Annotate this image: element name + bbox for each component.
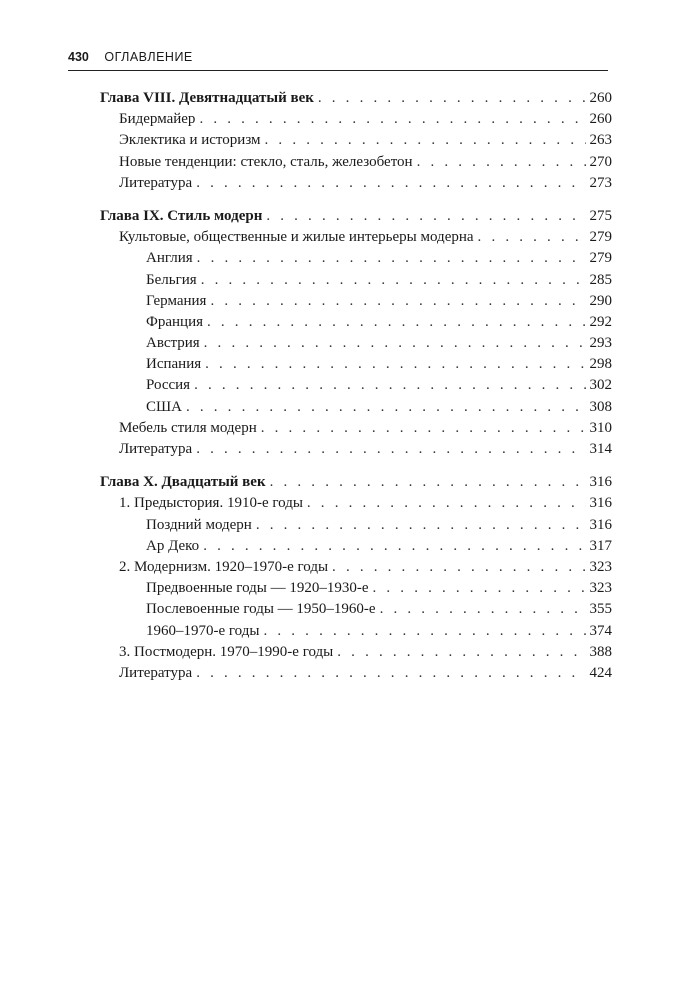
- toc-entry-title: Эклектика и историзм: [119, 132, 261, 149]
- toc-entry: [100, 173, 612, 194]
- toc-entry-page: 316: [589, 495, 612, 512]
- dot-leader: [196, 663, 585, 684]
- toc-entry-title: Глава X. Двадцатый век: [100, 474, 266, 491]
- toc-entry: [100, 109, 612, 130]
- dot-leader: [199, 109, 585, 130]
- toc-entry-title: Литература: [119, 441, 193, 457]
- dot-leader: [337, 642, 585, 663]
- toc-entry-page: 302: [589, 377, 612, 394]
- toc-entry-title: Литература: [119, 664, 193, 681]
- toc-entry-title: Россия: [146, 377, 191, 394]
- toc-entry-title: Глава VIII. Девятнадцатый век: [100, 90, 314, 106]
- toc-entry-page: 298: [589, 356, 612, 373]
- toc-entry-title: Мебель стиля модерн: [119, 419, 257, 436]
- toc-entry: [100, 333, 612, 354]
- dot-leader: [194, 375, 585, 396]
- dot-leader: [186, 397, 586, 418]
- dot-leader: [207, 312, 586, 333]
- toc-entry-title: Глава IX. Стиль модерн: [100, 207, 263, 224]
- dot-leader: [196, 173, 585, 194]
- dot-leader: [307, 493, 586, 514]
- toc-chapter: [100, 472, 612, 493]
- toc-entry-title: Культовые, общественные и жилые интерьеры модерна: [119, 229, 474, 246]
- toc-entry-title: Новые тенденции: стекло, сталь, железобетон: [119, 153, 413, 170]
- toc-entry: [100, 248, 612, 269]
- toc-entry-title: 1. Предыстория. 1910-е годы: [119, 495, 303, 512]
- toc-entry-page: 270: [589, 153, 612, 170]
- toc-entry-page: 317: [589, 537, 612, 554]
- dot-leader: [204, 333, 586, 354]
- toc-entry: [100, 663, 612, 684]
- dot-leader: [380, 599, 586, 620]
- dot-leader: [203, 536, 585, 557]
- toc-entry-title: 3. Постмодерн. 1970–1990-е годы: [119, 643, 334, 660]
- dot-leader: [417, 152, 586, 173]
- toc-entry: [100, 439, 612, 460]
- toc-entry-page: 260: [589, 111, 612, 128]
- toc-entry-title: Бельгия: [146, 271, 197, 288]
- dot-leader: [263, 621, 585, 642]
- toc-entry-title: Бидермайер: [119, 111, 196, 128]
- page-number: 430: [68, 50, 89, 64]
- toc-entry-page: 323: [589, 558, 612, 575]
- toc-entry: [100, 227, 612, 248]
- toc-entry-title: США: [146, 398, 182, 415]
- toc-entry-title: 2. Модернизм. 1920–1970-е годы: [119, 558, 329, 575]
- toc-entry-title: Ар Деко: [146, 537, 200, 554]
- dot-leader: [265, 130, 586, 151]
- toc-entry: [100, 578, 612, 599]
- toc-entry: [100, 599, 612, 620]
- toc-entry: [100, 621, 612, 642]
- toc-entry-title: Предвоенные годы — 1920–1930-е: [146, 580, 369, 597]
- toc-entry-title: Австрия: [146, 335, 200, 352]
- toc-entry-page: 308: [589, 398, 612, 415]
- toc-entry: [100, 291, 612, 312]
- toc-entry: [100, 375, 612, 396]
- toc-entry-title: 1960–1970-е годы: [146, 622, 260, 639]
- toc-entry: [100, 354, 612, 375]
- dot-leader: [205, 354, 585, 375]
- toc-entry-title: Литература: [119, 174, 193, 191]
- toc-entry: [100, 270, 612, 291]
- toc-entry-page: 293: [589, 335, 612, 352]
- toc-entry-page: 310: [589, 419, 612, 436]
- toc-entry-page: 316: [589, 474, 612, 491]
- toc-entry-title: Испания: [146, 356, 202, 373]
- toc-entry: [100, 515, 612, 536]
- running-title: ОГЛАВЛЕНИЕ: [104, 50, 193, 64]
- toc-entry: [100, 536, 612, 557]
- toc-entry-page: 314: [589, 441, 612, 457]
- toc-entry-title: Франция: [146, 313, 203, 330]
- toc-entry: [100, 130, 612, 151]
- dot-leader: [266, 206, 585, 227]
- toc-entry-page: 374: [589, 622, 612, 639]
- toc-entry-title: Послевоенные годы — 1950–1960-е: [146, 601, 376, 618]
- toc-entry: [100, 312, 612, 333]
- dot-leader: [373, 578, 586, 599]
- toc-entry-page: 323: [589, 580, 612, 597]
- running-head: [68, 44, 608, 71]
- dot-leader: [478, 227, 586, 248]
- toc-entry-page: 260: [589, 90, 612, 106]
- toc-entry: [100, 397, 612, 418]
- toc-entry-page: 279: [589, 250, 612, 267]
- toc-entry-title: Англия: [146, 250, 193, 267]
- toc-entry: [100, 418, 612, 439]
- toc-entry-page: 316: [589, 516, 612, 533]
- dot-leader: [270, 472, 586, 493]
- dot-leader: [201, 270, 586, 291]
- dot-leader: [318, 88, 586, 109]
- toc-entry-page: 273: [589, 174, 612, 191]
- toc-entry: [100, 642, 612, 663]
- dot-leader: [196, 439, 585, 460]
- toc-entry-page: 275: [589, 207, 612, 224]
- toc-entry-page: 388: [589, 643, 612, 660]
- dot-leader: [261, 418, 586, 439]
- dot-leader: [332, 557, 585, 578]
- dot-leader: [197, 248, 586, 269]
- table-of-contents: [100, 88, 612, 684]
- dot-leader: [210, 291, 585, 312]
- toc-entry-title: Германия: [146, 292, 207, 309]
- toc-entry-page: 424: [589, 664, 612, 681]
- toc-entry-page: 292: [589, 313, 612, 330]
- toc-entry-page: 263: [589, 132, 612, 149]
- toc-chapter: [100, 88, 612, 109]
- toc-entry-page: 355: [589, 601, 612, 618]
- toc-entry-page: 290: [589, 292, 612, 309]
- toc-entry: [100, 152, 612, 173]
- toc-chapter: [100, 206, 612, 227]
- toc-entry-title: Поздний модерн: [146, 516, 252, 533]
- toc-entry-page: 279: [589, 229, 612, 246]
- toc-entry: [100, 557, 612, 578]
- toc-entry-page: 285: [589, 271, 612, 288]
- toc-entry: [100, 493, 612, 514]
- dot-leader: [256, 515, 586, 536]
